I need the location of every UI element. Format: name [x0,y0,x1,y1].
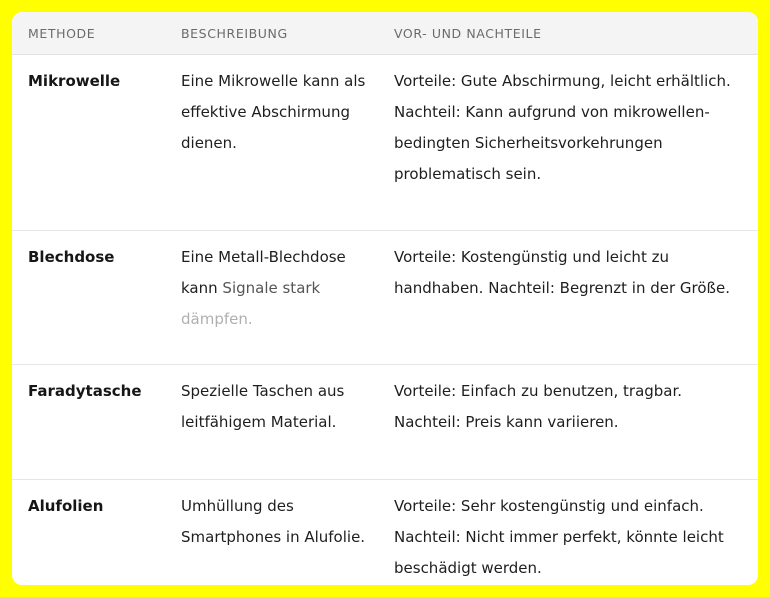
cell-pros-cons: Vorteile: Gute Abschirmung, leicht erhältlich. Nachteil: Kann aufgrund von mikrowellen-bedingten Sicherheitsvorkehrungen problematisch sein. [394,55,758,231]
table-container [12,12,758,585]
cell-method: Alufolien [28,497,104,515]
cell-description: Spezielle Taschen aus leitfähigem Material. [181,365,394,480]
cell-method: Faradytasche [12,365,181,480]
cell-description: Umhüllung des Smartphones in Alufolie. [181,497,366,546]
table-row [12,231,758,365]
header-pros-cons: VOR- UND NACHTEILE [394,12,758,55]
cell-pros-cons: Vorteile: Kostengünstig und leicht zu handhaben. Nachteil: Begrenzt in der Größe. [394,231,758,365]
cell-description: Eine Mikrowelle kann als effektive Abschirmung dienen. [181,55,394,231]
cell-pros-cons: Vorteile: Einfach zu benutzen, tragbar. Nachteil: Preis kann variieren. [394,365,758,480]
header-row [12,12,758,55]
description-text-fading: Signale stark [222,279,321,297]
header-description: BESCHREIBUNG [181,12,394,55]
cell-pros-cons: Vorteile: Sehr kostengünstig und einfach. Nachteil: Nicht immer perfekt, könnte leicht beschädigt werden. [394,497,724,577]
comparison-table [12,12,758,585]
header-method: METHODE [12,12,181,55]
cell-method: Mikrowelle [12,55,181,231]
description-text-faded: dämpfen. [181,310,253,328]
table-row [12,480,758,586]
description-text: Eine Metall-Blechdose kann [181,248,346,297]
table-row [12,365,758,480]
table-body [12,55,758,586]
cell-description [181,231,394,365]
table-header [12,12,758,55]
cell-method: Blechdose [12,231,181,365]
table-row [12,55,758,231]
